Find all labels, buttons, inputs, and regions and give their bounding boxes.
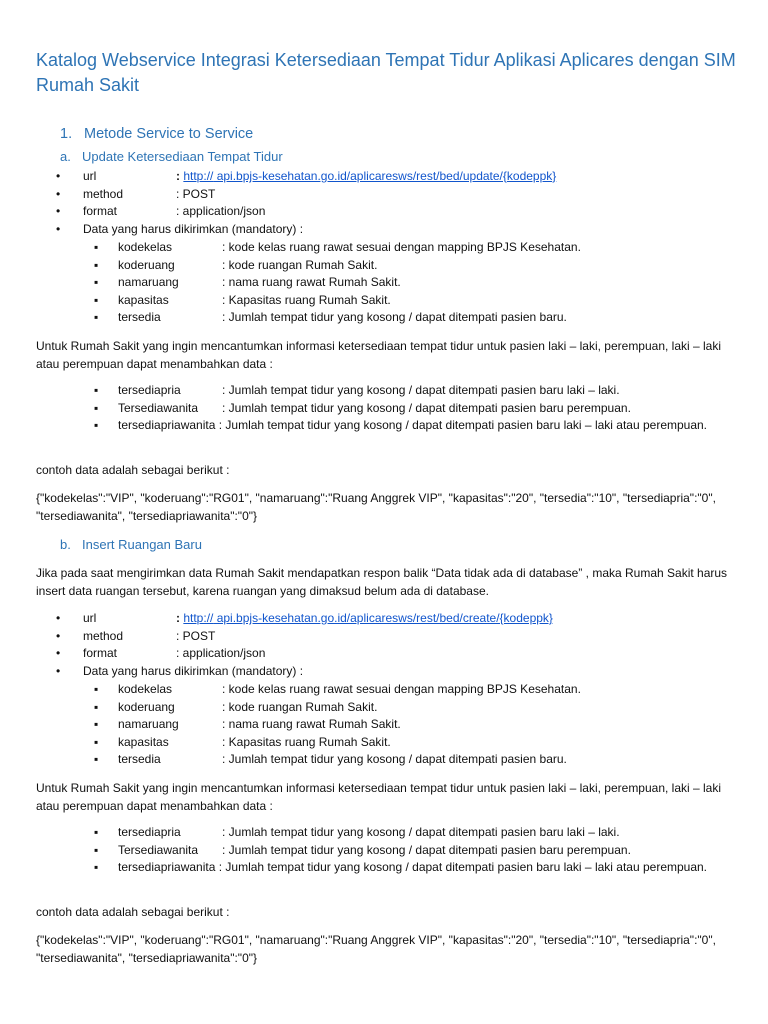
field-key: Tersediawanita: [118, 842, 199, 857]
field-desc: : Jumlah tempat tidur yang kosong / dapat ditempati pasien baru laki – laki atau perempuan.: [215, 860, 708, 875]
field-desc: : Kapasitas ruang Rumah Sakit.: [222, 734, 391, 749]
field-key: kapasitas: [118, 292, 169, 307]
extra-fields-b: [94, 824, 714, 877]
section-heading-1: [60, 126, 253, 142]
square-glyph: ▪: [94, 240, 99, 254]
param-sep: :: [176, 169, 184, 183]
field-row: [94, 400, 714, 418]
bullet-glyph: •: [56, 186, 61, 201]
field-key: kodekelas: [118, 682, 173, 696]
field-desc: : nama ruang rawat Rumah Sakit.: [222, 275, 401, 290]
field-row: [94, 382, 714, 400]
field-key: koderuang: [118, 257, 175, 272]
field-desc: : Jumlah tempat tidur yang kosong / dapat ditempati pasien baru laki – laki atau perempuan.: [215, 418, 708, 433]
field-row: [94, 842, 714, 860]
field-desc: : Jumlah tempat tidur yang kosong / dapat ditempati pasien baru.: [222, 310, 567, 325]
field-desc: : kode ruangan Rumah Sakit.: [222, 699, 378, 714]
param-key: url: [83, 169, 97, 183]
square-glyph: ▪: [94, 275, 99, 290]
square-glyph: ▪: [94, 418, 99, 433]
field-desc: : kode kelas ruang rawat sesuai dengan mapping BPJS Kesehatan.: [222, 240, 581, 254]
param-value: [176, 610, 553, 628]
url-link-prefix[interactable]: http://: [183, 169, 214, 183]
param-key: format: [83, 646, 118, 661]
url-link-prefix[interactable]: http://: [183, 611, 214, 625]
subsection-letter: b.: [60, 537, 71, 552]
field-desc: : Jumlah tempat tidur yang kosong / dapat ditempati pasien baru.: [222, 752, 567, 767]
field-key: koderuang: [118, 699, 175, 714]
square-glyph: ▪: [94, 257, 99, 272]
mandatory-label: Data yang harus dikirimkan (mandatory) :: [83, 221, 304, 236]
bullet-glyph: •: [56, 646, 61, 661]
example-json-a: {"kodekelas":"VIP", "koderuang":"RG01", "namaruang":"Ruang Anggrek VIP", "kapasitas":"20", "tersedia":"10", "tersediapria":"0", "tersediawanita", "tersediapriawanita":"0"}: [36, 491, 716, 523]
example-json-b: {"kodekelas":"VIP", "koderuang":"RG01", "namaruang":"Ruang Anggrek VIP", "kapasitas":"20", "tersedia":"10", "tersediapria":"0", "tersediawanita", "tersediapriawanita":"0"}: [36, 933, 716, 965]
param-value: : POST: [176, 186, 216, 201]
field-key: tersedia: [118, 310, 161, 325]
field-row: [94, 824, 714, 842]
field-desc: : Jumlah tempat tidur yang kosong / dapat ditempati pasien baru perempuan.: [222, 400, 631, 415]
bullet-glyph: •: [56, 169, 61, 183]
example-label-a: contoh data adalah sebagai berikut :: [36, 463, 230, 477]
subsection-heading-a: [60, 149, 283, 164]
bullet-glyph: •: [56, 611, 61, 625]
param-value: [176, 168, 556, 186]
field-key: kapasitas: [118, 734, 169, 749]
param-value: : POST: [176, 628, 216, 643]
field-desc: : Jumlah tempat tidur yang kosong / dapat ditempati pasien baru perempuan.: [222, 842, 631, 857]
param-key: method: [83, 628, 124, 643]
mandatory-label: Data yang harus dikirimkan (mandatory) :: [83, 663, 304, 678]
square-glyph: ▪: [94, 860, 99, 875]
field-key: tersediapriawanita: [118, 418, 216, 433]
param-key: format: [83, 204, 118, 219]
example-label-b: contoh data adalah sebagai berikut :: [36, 905, 230, 919]
square-glyph: ▪: [94, 717, 99, 732]
square-glyph: ▪: [94, 699, 99, 714]
section-label: Metode Service to Service: [84, 126, 254, 142]
subsection-label: Insert Ruangan Baru: [82, 537, 202, 552]
square-glyph: ▪: [94, 400, 99, 415]
field-key: namaruang: [118, 275, 179, 290]
field-key: tersediapria: [118, 383, 181, 397]
param-key: url: [83, 611, 97, 625]
square-glyph: ▪: [94, 383, 99, 397]
bullet-glyph: •: [56, 628, 61, 643]
url-link[interactable]: api.bpjs-kesehatan.go.id/aplicaresws/rest/bed/create/{kodeppk}: [213, 611, 553, 625]
insert-intro: Jika pada saat mengirimkan data Rumah Sakit mendapatkan respon balik “Data tidak ada di database” , maka Rumah Sakit harus insert data ruangan tersebut, karena ruangan yang dimaksud belum ada di database.: [36, 566, 728, 598]
field-key: tersediapriawanita: [118, 860, 216, 875]
param-value: : application/json: [176, 646, 266, 661]
extra-fields-a: [94, 382, 714, 435]
field-key: tersedia: [118, 752, 161, 767]
field-desc: : nama ruang rawat Rumah Sakit.: [222, 717, 401, 732]
field-key: namaruang: [118, 717, 179, 732]
square-glyph: ▪: [94, 682, 99, 696]
extra-intro-b: Untuk Rumah Sakit yang ingin mencantumkan informasi ketersediaan tempat tidur untuk pasien laki – laki, perempuan, laki – laki atau perempuan dapat menambahkan data :: [36, 781, 722, 813]
square-glyph: ▪: [94, 734, 99, 749]
param-value: : application/json: [176, 204, 266, 219]
field-desc: : Jumlah tempat tidur yang kosong / dapat ditempati pasien baru laki – laki.: [222, 825, 620, 839]
field-row: [94, 417, 714, 435]
subsection-label: Update Ketersediaan Tempat Tidur: [82, 149, 283, 164]
bullet-glyph: •: [56, 221, 61, 236]
field-key: Tersediawanita: [118, 400, 199, 415]
field-desc: : kode ruangan Rumah Sakit.: [222, 257, 378, 272]
field-key: kodekelas: [118, 240, 173, 254]
square-glyph: ▪: [94, 842, 99, 857]
subsection-heading-b: [60, 537, 202, 552]
url-link[interactable]: api.bpjs-kesehatan.go.id/aplicaresws/rest/bed/update/{kodeppk}: [213, 169, 557, 183]
bullet-glyph: •: [56, 663, 61, 678]
field-key: tersediapria: [118, 825, 181, 839]
field-desc: : Jumlah tempat tidur yang kosong / dapat ditempati pasien baru laki – laki.: [222, 383, 620, 397]
document-title: Katalog Webservice Integrasi Ketersediaan Tempat Tidur Aplikasi Aplicares dengan SIM Rumah Sakit: [36, 50, 736, 95]
square-glyph: ▪: [94, 310, 99, 325]
subsection-letter: a.: [60, 149, 71, 164]
square-glyph: ▪: [94, 825, 99, 839]
field-desc: : Kapasitas ruang Rumah Sakit.: [222, 292, 391, 307]
param-sep: :: [176, 611, 184, 625]
field-desc: : kode kelas ruang rawat sesuai dengan mapping BPJS Kesehatan.: [222, 682, 581, 696]
field-row: [94, 859, 714, 877]
square-glyph: ▪: [94, 752, 99, 767]
bullet-glyph: •: [56, 204, 61, 219]
extra-intro-a: Untuk Rumah Sakit yang ingin mencantumkan informasi ketersediaan tempat tidur untuk pasien laki – laki, perempuan, laki – laki atau perempuan dapat menambahkan data :: [36, 339, 722, 371]
param-key: method: [83, 186, 124, 201]
section-number: 1.: [60, 126, 73, 142]
square-glyph: ▪: [94, 292, 99, 307]
